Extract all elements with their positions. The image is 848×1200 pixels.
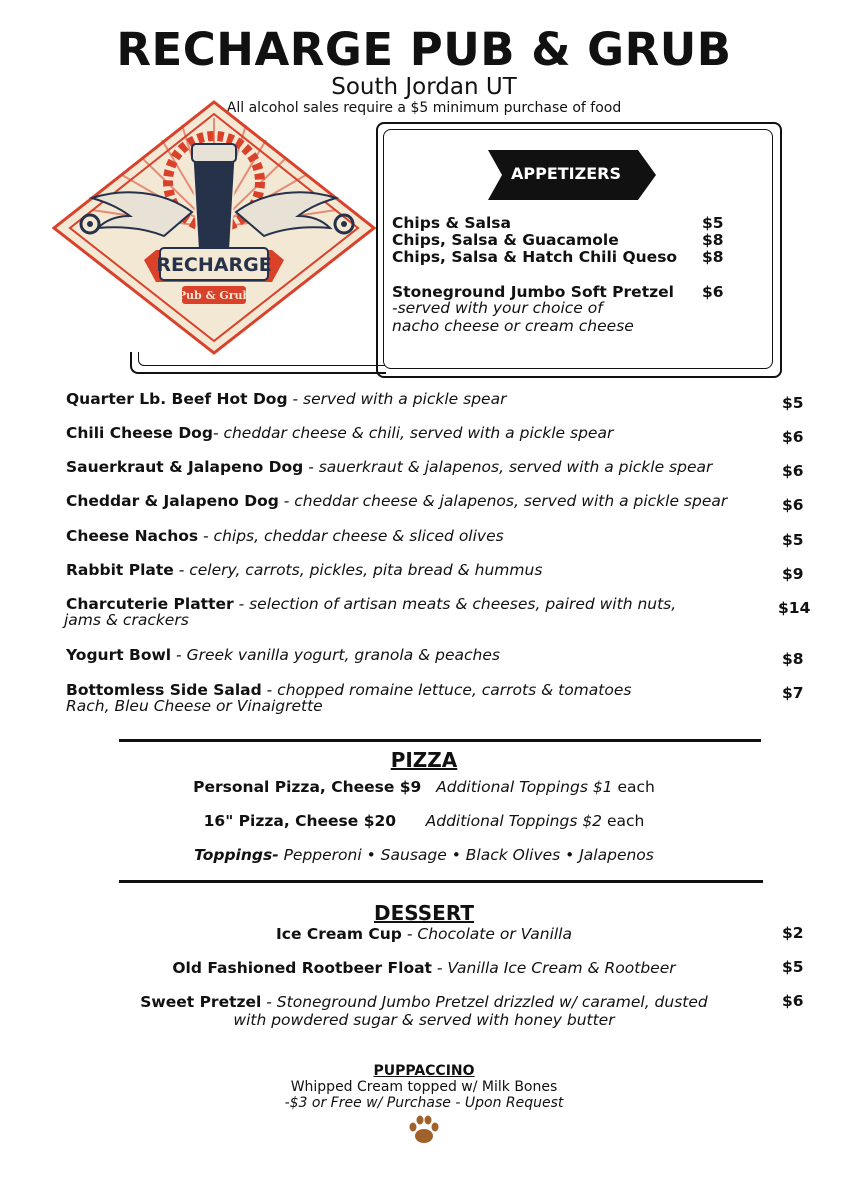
pizza-toppings-label: Toppings- [194, 846, 279, 864]
menu-item-name: Bottomless Side Salad [66, 681, 262, 699]
dessert-item-description: - Stoneground Jumbo Pretzel drizzled w/ caramel, dusted [261, 993, 708, 1011]
dessert-item-price: $5 [782, 958, 804, 976]
menu-item-name: Rabbit Plate [66, 561, 174, 579]
menu-item [66, 528, 786, 544]
menu-item-description: - selection of artisan meats & cheeses, paired with nuts, [233, 595, 677, 613]
dessert-item-description: - Chocolate or Vanilla [401, 925, 572, 943]
appetizer-price: $5 [702, 214, 724, 232]
pizza-heading: PIZZA [390, 748, 458, 772]
dessert-heading: DESSERT [374, 901, 474, 925]
appetizer-item [392, 231, 732, 249]
pretzel-description-line: nacho cheese or cream cheese [392, 316, 634, 335]
menu-item [66, 459, 786, 475]
menu-item-name: Sauerkraut & Jalapeno Dog [66, 458, 304, 476]
puppaccino-heading: PUPPACCINO [373, 1063, 475, 1079]
pizza-personal-each: each [612, 778, 655, 796]
paw-print-icon [407, 1112, 441, 1146]
appetizer-price: $6 [702, 283, 724, 301]
appetizer-box-tail-inner [138, 352, 385, 366]
appetizers-heading: APPETIZERS [510, 164, 621, 183]
menu-item-price: $7 [782, 684, 804, 702]
pizza-personal-line [0, 778, 848, 796]
recharge-logo [52, 100, 376, 355]
menu-item-price: $14 [778, 599, 811, 617]
menu-item-price: $6 [782, 496, 804, 514]
dessert-item [0, 925, 848, 943]
restaurant-location: South Jordan UT [331, 74, 517, 100]
menu-item-description: - celery, carrots, pickles, pita bread & hummus [173, 561, 543, 579]
dessert-item-name: Ice Cream Cup [276, 925, 402, 943]
menu-item-name: Chili Cheese Dog [66, 424, 213, 442]
pizza-large-extra: Additional Toppings $2 [425, 812, 603, 830]
menu-item-description: - chips, cheddar cheese & sliced olives [198, 527, 504, 545]
menu-item [66, 562, 786, 578]
dessert-item-price: $2 [782, 924, 804, 942]
alcohol-notice: All alcohol sales require a $5 minimum purchase of food [226, 100, 622, 116]
logo-graphic [52, 100, 376, 355]
menu-item-price: $6 [782, 428, 804, 446]
appetizer-name: Stoneground Jumbo Soft Pretzel [392, 283, 674, 301]
menu-item-name: Charcuterie Platter [66, 595, 234, 613]
menu-item-name: Cheese Nachos [66, 527, 199, 545]
menu-item-price: $6 [782, 462, 804, 480]
menu-item-description-cont: jams & crackers [64, 611, 189, 629]
dessert-item-price: $6 [782, 992, 804, 1010]
menu-item-description: - Greek vanilla yogurt, granola & peaches [171, 646, 500, 664]
divider [119, 880, 763, 883]
menu-item-description: - chopped romaine lettuce, carrots & tomatoes [261, 681, 632, 699]
pizza-toppings-line [0, 846, 848, 864]
pizza-toppings-list: Pepperoni • Sausage • Black Olives • Jalapenos [278, 846, 654, 864]
menu-item-name: Quarter Lb. Beef Hot Dog [66, 390, 288, 408]
appetizer-price: $8 [702, 248, 724, 266]
menu-item-description: - cheddar cheese & chili, served with a pickle spear [212, 424, 614, 442]
restaurant-title: RECHARGE PUB & GRUB [116, 23, 732, 76]
menu-item-name: Cheddar & Jalapeno Dog [66, 492, 279, 510]
menu-item [66, 425, 786, 441]
menu-item-name: Yogurt Bowl [66, 646, 172, 664]
menu-item-description-cont: Rach, Bleu Cheese or Vinaigrette [66, 697, 323, 715]
appetizer-item [392, 214, 732, 232]
menu-item-price: $8 [782, 650, 804, 668]
menu-item [66, 647, 786, 663]
pizza-personal-name: Personal Pizza, Cheese $9 [193, 778, 422, 796]
dessert-item-description-cont: with powdered sugar & served with honey butter [233, 1011, 615, 1029]
menu-item [66, 682, 746, 714]
menu-item-price: $5 [782, 531, 804, 549]
menu-item [66, 493, 782, 509]
dessert-item [0, 993, 848, 1029]
puppaccino-description: Whipped Cream topped w/ Milk Bones [290, 1079, 558, 1095]
logo-brand-text: RECHARGE [156, 254, 272, 276]
menu-item-price: $9 [782, 565, 804, 583]
dessert-item-name: Sweet Pretzel [140, 993, 262, 1011]
pizza-large-name: 16" Pizza, Cheese $20 [203, 812, 397, 830]
menu-item [66, 596, 746, 628]
logo-tagline-text: Pub & Grub [177, 289, 251, 302]
appetizer-name: Chips, Salsa & Guacamole [392, 231, 619, 249]
dessert-item-description: - Vanilla Ice Cream & Rootbeer [431, 959, 676, 977]
appetizer-name: Chips, Salsa & Hatch Chili Queso [392, 248, 678, 266]
appetizer-name: Chips & Salsa [392, 214, 511, 232]
menu-item-price: $5 [782, 394, 804, 412]
pizza-personal-extra: Additional Toppings $1 [436, 778, 613, 796]
divider [119, 739, 761, 742]
dessert-item [0, 959, 848, 977]
appetizer-price: $8 [702, 231, 724, 249]
appetizer-item [392, 248, 732, 266]
menu-item-description: - cheddar cheese & jalapenos, served with a pickle spear [278, 492, 728, 510]
menu-item [66, 391, 786, 407]
pizza-large-each: each [602, 812, 645, 830]
pretzel-description-line: -served with your choice of [392, 299, 603, 317]
puppaccino-price-note: -$3 or Free w/ Purchase - Upon Request [284, 1095, 564, 1111]
pizza-large-line [0, 812, 848, 830]
pretzel-description [392, 300, 634, 335]
menu-item-description: - sauerkraut & jalapenos, served with a pickle spear [303, 458, 713, 476]
menu-item-description: - served with a pickle spear [287, 390, 507, 408]
dessert-item-name: Old Fashioned Rootbeer Float [172, 959, 432, 977]
